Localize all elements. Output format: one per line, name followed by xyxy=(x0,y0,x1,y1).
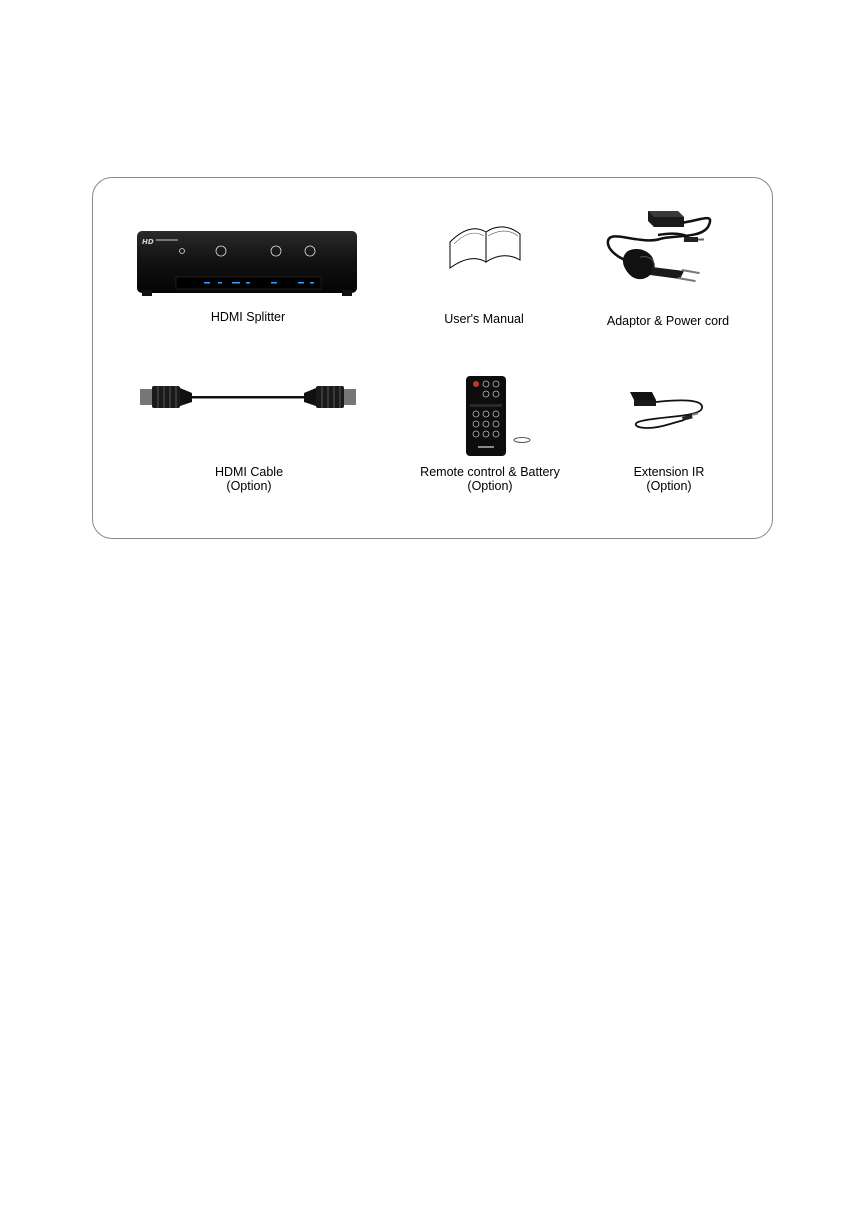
device-logo: HD xyxy=(142,238,154,246)
item-label: Adaptor & Power cord xyxy=(606,314,730,328)
item-note: (Option) xyxy=(467,479,513,493)
item-note: (Option) xyxy=(646,479,692,493)
item-label: HDMI Splitter xyxy=(210,310,286,324)
item-label: HDMI Cable xyxy=(214,465,284,479)
item-label: Extension IR xyxy=(633,465,705,479)
users-manual-image xyxy=(446,222,522,270)
item-caption-adaptor-power-cord xyxy=(607,314,729,328)
item-label: Remote control & Battery xyxy=(420,465,560,479)
item-caption-hdmi-cable xyxy=(215,465,283,493)
item-note: (Option) xyxy=(226,479,272,493)
item-caption-extension-ir xyxy=(634,465,705,493)
item-caption-hdmi-splitter xyxy=(211,310,285,324)
remote-control-battery-image xyxy=(462,374,534,458)
item-caption-users-manual xyxy=(444,312,524,326)
item-label: User's Manual xyxy=(444,312,524,326)
hdmi-cable-image xyxy=(140,382,356,412)
adaptor-power-cord-image xyxy=(600,205,720,297)
hdmi-splitter-image xyxy=(136,230,358,302)
extension-ir-image xyxy=(624,384,710,434)
item-caption-remote-control-battery xyxy=(420,465,560,493)
